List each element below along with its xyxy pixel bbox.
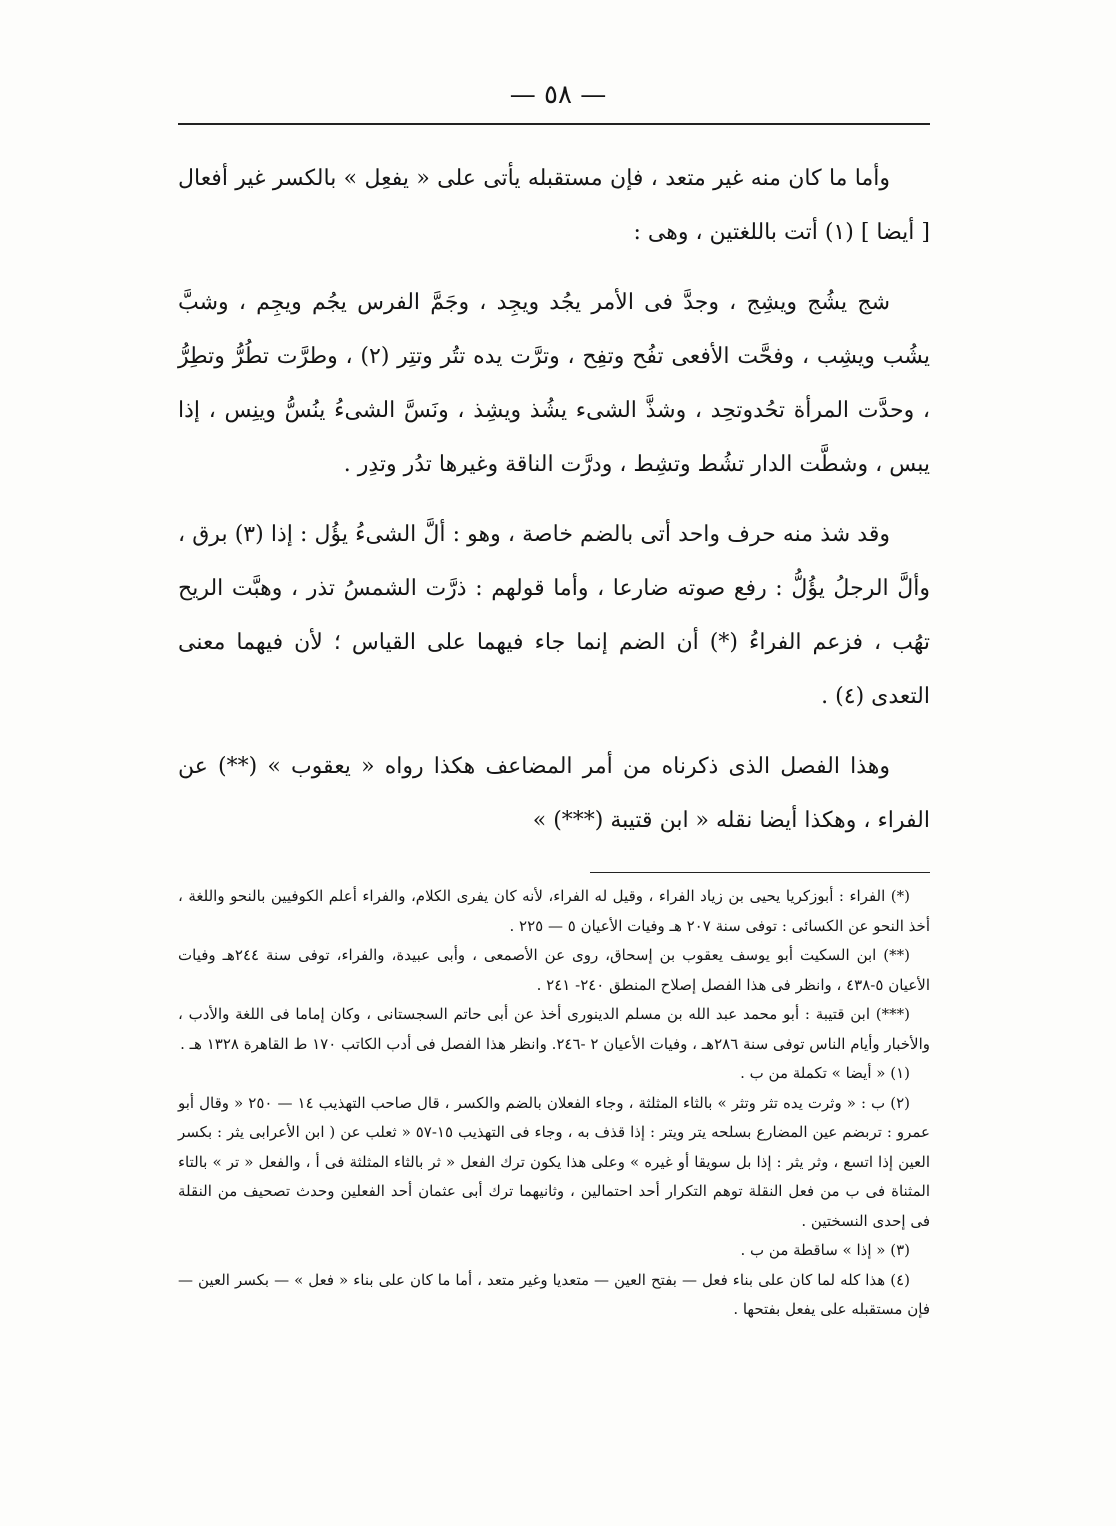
footnote-star-1: (*) الفراء : أبوزكريا يحيى بن زياد الفراء ، وقيل له الفراء، لأنه كان يفرى الكلام، والفراء أعلم الكوفيين بالنحو واللغة ، أخذ النحو عن الكسائى : توفى سنة ٢٠٧ هـ وفيات الأعيان ٥ — ٢٢٥ . <box>178 887 930 935</box>
paragraph-3: وقد شذ منه حرف واحد أتى بالضم خاصة ، وهو : ألَّ الشىءُ يؤُل : إذا (٣) برق ، وألَّ الرجلُ يؤُلُّ : رفع صوته ضارعا ، وأما قولهم : ذرَّت الشمسُ تذر ، وهبَّت الريح تهُب ، فزعم الفراءُ (*) أن الضم إنما جاء فيهما على القياس ؛ لأن فيهما معنى التعدى (٤) . <box>178 522 930 709</box>
paragraph-2: شج يشُج ويشِج ، وجدَّ فى الأمر يجُد ويجِد ، وجَمَّ الفرس يجُم ويجِم ، وشبَّ يشُب ويشِب ، وفحَّت الأفعى تفُح وتفِح ، وترَّت يده تتُر وتتِر (٢) ، وطرَّت تطُرُّ وتطِرُّ ، وحدَّت المرأة تحُدوتحِد ، وشذَّ الشىء يشُذ ويشِذ ، ونَسَّ الشىءُ ينُسُّ وينِس ، إذا يبس ، وشطَّت الدار تشُط وتشِط ، ودرَّت الناقة وغيرها تدُر وتدِر . <box>178 290 930 477</box>
footnote-4: (٤) هذا كله لما كان على بناء فعل — بفتح العين — متعديا وغير متعد ، أما ما كان على بناء « فعل » — بكسر العين — فإن مستقبله على يفعل بفتحها . <box>178 1270 930 1318</box>
footnote-star-3: (***) ابن قتيبة : أبو محمد عبد الله بن مسلم الدينورى أخذ عن أبى حاتم السجستانى ، وكان إماما فى اللغة والأدب ، والأخبار وأيام الناس توفى سنة ٢٨٦هـ ، وفيات الأعيان ٢ -٢٤٦. وانظر هذا الفصل فى أدب الكاتب ١٧٠ ط القاهرة ١٣٢٨ هـ . <box>178 1005 930 1053</box>
paragraph-4: وهذا الفصل الذى ذكرناه من أمر المضاعف هكذا رواه « يعقوب » (**) عن الفراء ، وهكذا أيضا نقله « ابن قتيبة (***) » <box>178 754 930 833</box>
footnote-2: (٢) ب : « وثرت يده تثر وتثر » بالثاء المثلثة ، وجاء الفعلان بالضم والكسر ، قال صاحب التهذيب ١٤ — ٢٥٠ « وقال أبو عمرو : تربضم عين المضارع بسلحه يتر ويتر : إذا قذف به ، وجاء فى التهذيب ١٥-٥٧ « ثعلب عن ( ابن الأعرابى يثر : بكسر العين إذا اتسع ، وثر يثر : إذا بل سويقا أو غيره » وعلى هذا يكون ترك الفعل « ثر بالثاء المثلثة فى أ ، والفعل « تر » بالتاء المثناة فى ب من فعل النقلة توهم التكرار أحد احتمالين ، وثانيهما ترك أبى عثمان أحد الفعلين وحدث تصحيف من النقلة فى إحدى النسختين . <box>178 1093 930 1230</box>
footnote-star-2: (**) ابن السكيت أبو يوسف يعقوب بن إسحاق، روى عن الأصمعى ، وأبى عبيدة، والفراء، توفى سنة ٢٤٤هـ وفيات الأعيان ٥-٤٣٨ ، وانظر فى هذا الفصل إصلاح المنطق ٢٤٠- ٢٤١ . <box>178 946 930 994</box>
paragraph-1: وأما ما كان منه غير متعد ، فإن مستقبله يأتى على « يفعِل » بالكسر غير أفعال [ أيضا ] (١) أتت باللغتين ، وهى : <box>178 166 930 245</box>
page-number: — ٥٨ — <box>509 80 607 110</box>
footnote-3: (٣) « إذا » ساقطة من ب . <box>740 1241 910 1259</box>
footnotes <box>178 882 930 1325</box>
main-text <box>178 152 930 864</box>
header-rule <box>178 123 930 125</box>
footnote-1: (١) « أيضا » تكملة من ب . <box>740 1064 910 1082</box>
footnote-rule <box>590 872 930 873</box>
